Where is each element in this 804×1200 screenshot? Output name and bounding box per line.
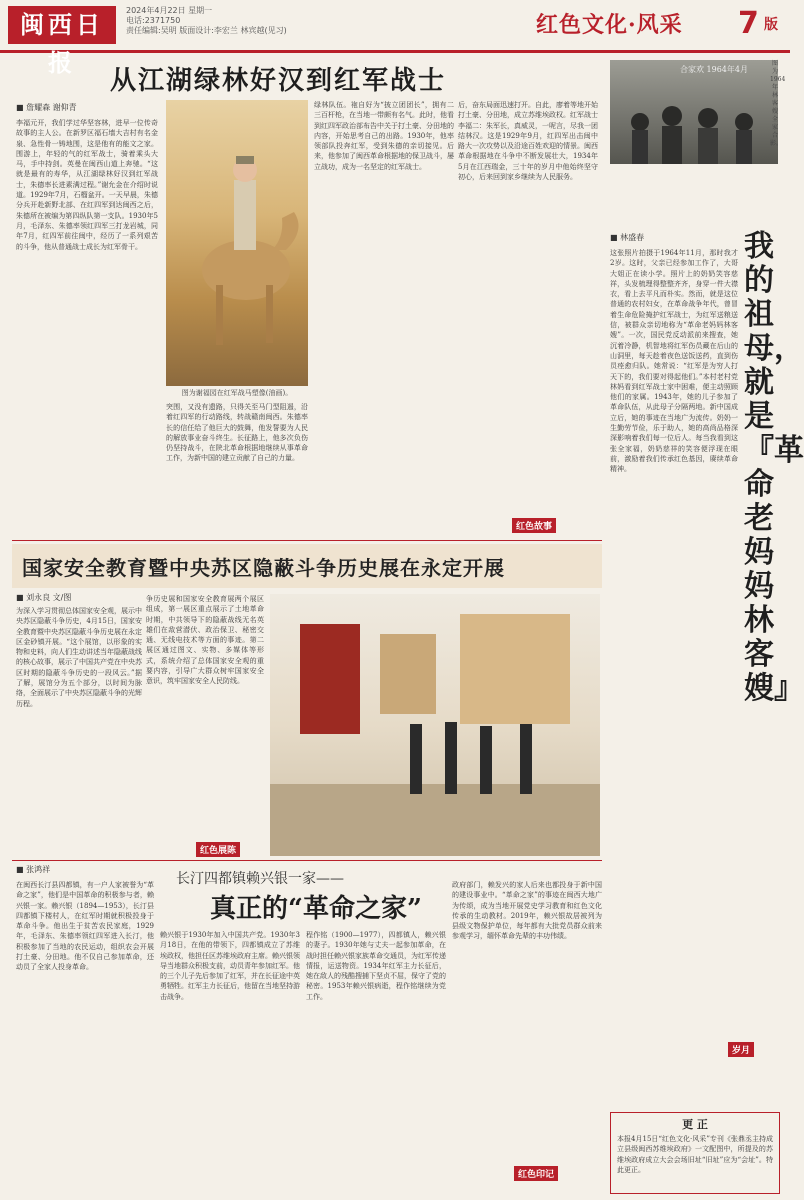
article4-title: 真正的“革命之家”: [210, 894, 422, 924]
article3-col2: 争历史展和国家安全教育展两个展区组成，第一展区重点展示了土地革命时期，中共领导下的隐蔽战线无名英雄们在敌营潜伏、政治保卫、秘密交通、无线电技术等方面的事迹。第二展区通过图文、实物、多媒体等形式，系统介绍了总体国家安全观的重要内容，引导广大群众树牢国家安全意识，筑牢国家安全人民防线。: [146, 595, 264, 686]
article3-title: 国家安全教育暨中央苏区隐蔽斗争历史展在永定开展: [22, 556, 505, 580]
article2-byline: ■ 林盛春: [610, 233, 645, 242]
family-photo-illustration: [610, 60, 786, 164]
article4-col3: 程作铭（1900—1977），四都镇人，赖兴银的妻子。1930年她与丈夫一起参加革命，在战时担任赖兴银家族革命交通员，为红军传递情报，运送物资。1934年红军主力长征后，她在敌人的残酷搜捕下坚贞不屈，保守了党的秘密。1953年赖兴银病逝，程作铭继续为党工作。: [306, 931, 446, 1001]
article2-text: 这张照片拍摄于1964年11月，那时我才2岁。这时，父亲已经参加工作了，大哥大姐正在读小学。照片上的奶奶笑容慈祥，头发梳理得整整齐齐，身穿一件大襟衣，看上去平凡而朴实。然而，就是这位普通的农村妇女，在革命战争年代，曾冒着生命危险掩护红军战士，为红军送粮送信，被群众亲切地称为“革命老妈妈林客嫂”。一次，国民党反动派前来搜查，她沉着冷静，机智地将红军伤员藏在后山的山洞里，每天趁着夜色送饭送药，直到伤员痊愈归队。她常说：“红军是为穷人打天下的，我们要对得起他们。”本村老村党林妈看到红军战士家中困难，便主动照顾他们的家属。1943年，她的儿子参加了革命队伍，从此母子分隔两地。新中国成立后，她的事迹在当地广为流传。奶奶一生勤劳节俭，乐于助人，她的高尚品格深深影响着我们每一位后人。每当我看到这张全家福，奶奶慈祥的笑容便浮现在眼前，激励着我们传承红色基因，赓续革命精神。: [610, 249, 738, 474]
article4-col4: 政府部门，赖发兴的家人后来也都投身于新中国的建设事业中。“革命之家”的事迹在闽西大地广为传颂，成为当地开展党史学习教育和红色文化传承的生动教材。2019年，赖兴银故居被列为县级文物保护单位，每年都有大批党员群众前来参观学习，缅怀革命先辈的丰功伟绩。: [452, 881, 602, 941]
article1-col3: 绿林队伍。袍自好为“披立团团长”，拥有二三百杆枪，在当地一带颇有名气。此时，他看到红四军政治部布告中关于打土豪、分田地的内容，开始思考自己的出路。1930年，他率领部队投奔红军，受到朱德的亲切接见。后来，他参加了闽西革命根据地的保卫战斗，屡立战功，成为一名坚定的红军战士。: [314, 101, 454, 171]
article2-photo-inscription: 合家欢 1964年4月: [680, 65, 748, 74]
article3-col1: 为深入学习贯彻总体国家安全观，展示中央苏区隐蔽斗争历史，4月15日，国家安全教育暨中央苏区隐蔽斗争历史展在永定区金砂镇开展。“这个展馆，以形象的实物和史料，向人们生动讲述当年隐蔽战线的核心故事，展示了中国共产党在中央苏区时期的隐蔽斗争历史的一段风云。”据了解，展馆分为五个部分，以时间为脉络，全面展示了中央苏区隐蔽斗争的光辉历程。: [16, 607, 142, 708]
article3-byline: ■ 刘永良 文/图: [16, 593, 72, 602]
section-title: 红色文化·风采: [536, 12, 683, 38]
divider-top: [12, 540, 602, 541]
article1-photo-caption: 图为谢福园在红军战马塑像(油画)。: [181, 389, 293, 397]
article1-byline: ■ 詹耀森 谢仰青: [16, 103, 77, 112]
exhibition-hall-illustration: [270, 594, 600, 856]
article1-col2: 突围，又没有遗路，只得关至马门型阻遏，沿着红四军的行动路线，转战赣南闽西。朱德率长的信任给了他巨大的鼓舞，他发誓要为人民的解放事业奋斗终生。长征路上，他多次负伤仍坚持战斗，在陕北革命根据地继续从事革命工作，为新中国的建立贡献了自己的力量。: [166, 403, 308, 463]
article4-col1: 在闽西长汀县四都镇，有一户人家被誉为“革命之家”，他们是中国革命的积极参与者，赖兴银一家。赖兴银（1894—1953），长汀县四都镇下楼村人，在红军时期就积极投身于革命斗争。他出生于贫苦农民家庭，1929年，毛泽东、朱德率领红四军进入长汀，他积极参加了当地的农民运动，组织农会开展打土豪、分田地。他不仅自己参加革命，还动员了全家人投身革命。: [16, 881, 154, 972]
page-unit: 版: [764, 17, 778, 33]
article2-title: 我的祖母，就是『革命老妈妈林客嫂』: [744, 229, 804, 706]
red-mark-stamp: 红色印记: [514, 1166, 558, 1181]
newspaper-logo: 闽西日报: [8, 6, 116, 44]
correction-text: 本报4月15日“红色文化·风采”专刊《张鼎丞主持成立县级闽西苏维埃政府》一文配图中，所提及的苏维埃政府成立大会会场旧址“旧址”应为“会址”。特此更正。: [617, 1135, 773, 1174]
issue-date: 2024年4月22日 星期一: [126, 6, 213, 15]
article1-photo: [166, 100, 308, 386]
article3-photo: [270, 594, 600, 856]
horse-rider-illustration: [166, 100, 308, 386]
article4-byline: ■ 张鸿祥: [16, 865, 51, 874]
issue-info: [126, 6, 287, 36]
divider-middle: [12, 860, 602, 861]
red-story-stamp: 红色故事: [512, 518, 556, 533]
article4-kicker: 长汀四都镇赖兴银一家——: [176, 871, 344, 887]
red-exhibit-stamp: 红色展陈: [196, 842, 240, 857]
hakka-stamp: 岁月: [728, 1042, 754, 1057]
correction-box: [610, 1112, 780, 1194]
article1-title: 从江湖绿林好汉到红军战士: [110, 66, 447, 96]
article2-photo-caption: 图为1964年林客嫂全家合影。: [770, 60, 786, 147]
article1-col1: 李福元开，我们学过华坚容林，进早一位传奇故事的主人公。在新罗区福石墙大吉村有名金泉、急性骨一铸地围，这是他有的能文之家。围游上，年轻的气的红军战士，骑着乘头大马，手中持剑。英曼在闽西山道上奔驰。“这就是最有的寿华，从江湖绿林好汉到红军战士，朱德率长进素满过程。”谢允金在介绍时说道。1929年7月，石榴盆开。一天早晨，朱德分兵开赴新野北部、在红四军到达闽西之后，朱德所在被编为第四纵队第一支队。1930年5月，毛泽东、朱德率领红四军三打龙岩城，同年7月，红四军前往闽中，经历了一系列艰苦的斗争，他从普通战士成长为红军骨干。: [16, 119, 158, 251]
issue-phone: 电话:2371750: [126, 16, 181, 25]
article2-photo: [610, 60, 786, 164]
correction-title: 更 正: [682, 1118, 708, 1131]
article1-col4: 后，奋东局面迅速打开。自此，廖着等地开始打土豪、分田地，成立苏维埃政权。红军战士李福二：朱军长，真威灵，一呢言，尽我一团结林汉。这是1929年9月，红四军出击闽中路大一次攻势以及沿途百姓欢迎的情景。闽西革命根据地在斗争中不断发展壮大，1934年5月在江西瑞金，三十年的岁月中他始终坚守初心，后来回到家乡继续为人民服务。: [458, 101, 598, 182]
issue-editors: 责任编辑:吴明 版面设计:李宏兰 林宾越(见习): [126, 26, 287, 35]
article4-col2: 赖兴银于1930年加入中国共产党。1930年3月18日，在他的带领下，四都镇成立了苏维埃政权，他担任区苏维埃政府主席。赖兴银领导当地群众积极支前，动员青年参加红军。他的三个儿子先后参加了红军，并在长征途中英勇牺牲。红军主力长征后，他留在当地坚持游击战争。: [160, 931, 300, 1001]
page-number: 7: [738, 6, 759, 41]
